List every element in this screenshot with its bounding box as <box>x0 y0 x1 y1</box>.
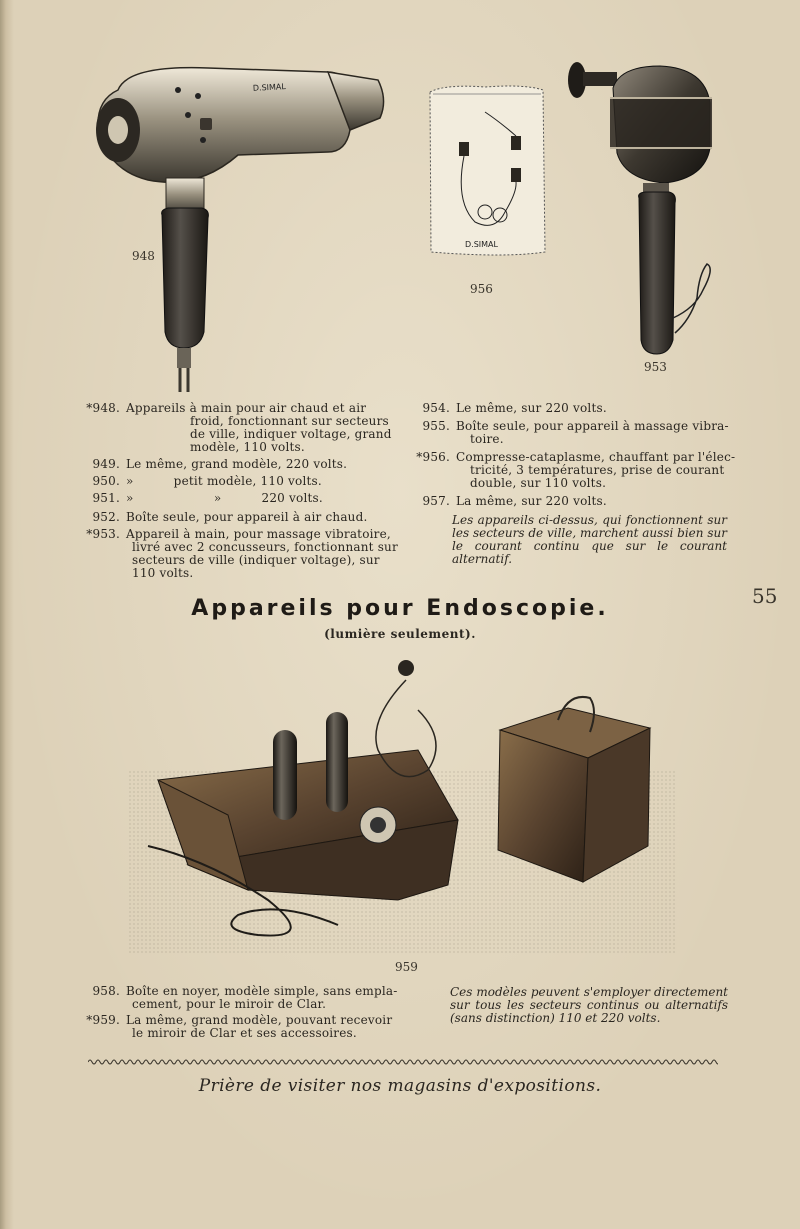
item-953-line4: 110 volts. <box>132 566 194 580</box>
item-text: Appareil à main, pour massage vibratoire, <box>126 527 391 541</box>
item-text: » petit modèle, 110 volts. <box>126 474 322 488</box>
item-953-line2: livré avec 2 concusseurs, fonctionnant sur <box>132 540 398 554</box>
figure-number-953: 953 <box>644 360 667 374</box>
item-text: La même, sur 220 volts. <box>456 494 607 508</box>
item-text: Le même, sur 220 volts. <box>456 401 607 415</box>
item-text: Le même, grand modèle, 220 volts. <box>126 457 348 471</box>
item-955 <box>410 420 729 433</box>
item-956-line2: tricité, 3 températures, prise de courant <box>470 463 725 477</box>
item-948-line3: de ville, indiquer voltage, grand <box>190 427 392 441</box>
item-951 <box>80 492 323 505</box>
item-number: 949. <box>92 457 120 471</box>
section-subtitle: (lumière seulement). <box>324 627 476 641</box>
pad-brand-label: D.SIMAL <box>465 240 498 249</box>
hair-dryer-illustration <box>88 60 398 400</box>
item-948-line2: froid, fonctionnant sur secteurs <box>190 414 389 428</box>
item-text: La même, grand modèle, pouvant recevoir <box>126 1013 393 1027</box>
item-957 <box>410 495 607 508</box>
item-text: Boîte seule, pour appareil à massage vibra- <box>456 419 729 433</box>
item-959-line2: le miroir de Clar et ses accessoires. <box>132 1026 357 1040</box>
item-954 <box>410 402 607 415</box>
item-text: Boîte seule, pour appareil à air chaud. <box>126 510 368 524</box>
footer-invitation: Prière de visiter nos magasins d'expositions. <box>198 1076 602 1096</box>
item-text: Compresse-cataplasme, chauffant par l'élec- <box>456 450 736 464</box>
item-956-line3: double, sur 110 volts. <box>470 476 607 490</box>
item-number: 954. <box>422 401 450 415</box>
figure-number-959: 959 <box>395 960 418 974</box>
item-number: *959. <box>86 1013 120 1027</box>
item-number: 950. <box>92 474 120 488</box>
item-text: » » 220 volts. <box>126 491 323 505</box>
item-number: *953. <box>86 527 120 541</box>
item-number: *956. <box>416 450 450 464</box>
item-number: 952. <box>92 510 120 524</box>
vibratory-massager-illustration <box>565 58 725 358</box>
item-number: 951. <box>92 491 120 505</box>
note-voltage: Ces modèles peuvent s'employer directement sur tous les secteurs continus ou alternatifs (sans distinction) 110 et 220 volts. <box>450 985 728 1025</box>
section-title: Appareils pour Endoscopie. <box>191 596 609 621</box>
page-number: 55 <box>752 584 778 608</box>
item-952 <box>80 511 368 524</box>
figure-number-956: 956 <box>470 282 493 296</box>
wavy-divider <box>88 1058 718 1066</box>
item-958-line2: cement, pour le miroir de Clar. <box>132 997 327 1011</box>
item-948-line4: modèle, 110 volts. <box>190 440 305 454</box>
item-953-line3: secteurs de ville (indiquer voltage), sur <box>132 553 380 567</box>
item-number: 955. <box>422 419 450 433</box>
endoscopy-box-illustration <box>128 650 678 960</box>
item-number: 957. <box>422 494 450 508</box>
item-950 <box>80 475 322 488</box>
item-number: 958. <box>92 984 120 998</box>
heating-compress-illustration <box>425 82 550 262</box>
item-955-line2: toire. <box>470 432 504 446</box>
item-text: Appareils à main pour air chaud et air <box>126 401 367 415</box>
item-949 <box>80 458 347 471</box>
dryer-brand-label: D.SIMAL <box>252 82 287 93</box>
item-number: *948. <box>86 401 120 415</box>
figure-number-948: 948 <box>132 249 155 263</box>
item-text: Boîte en noyer, modèle simple, sans empla- <box>126 984 398 998</box>
note-current-types: Les appareils ci-dessus, qui fonctionnent sur les secteurs de ville, marchent aussi bien sur le courant continu que sur le courant alternatif. <box>452 513 727 566</box>
